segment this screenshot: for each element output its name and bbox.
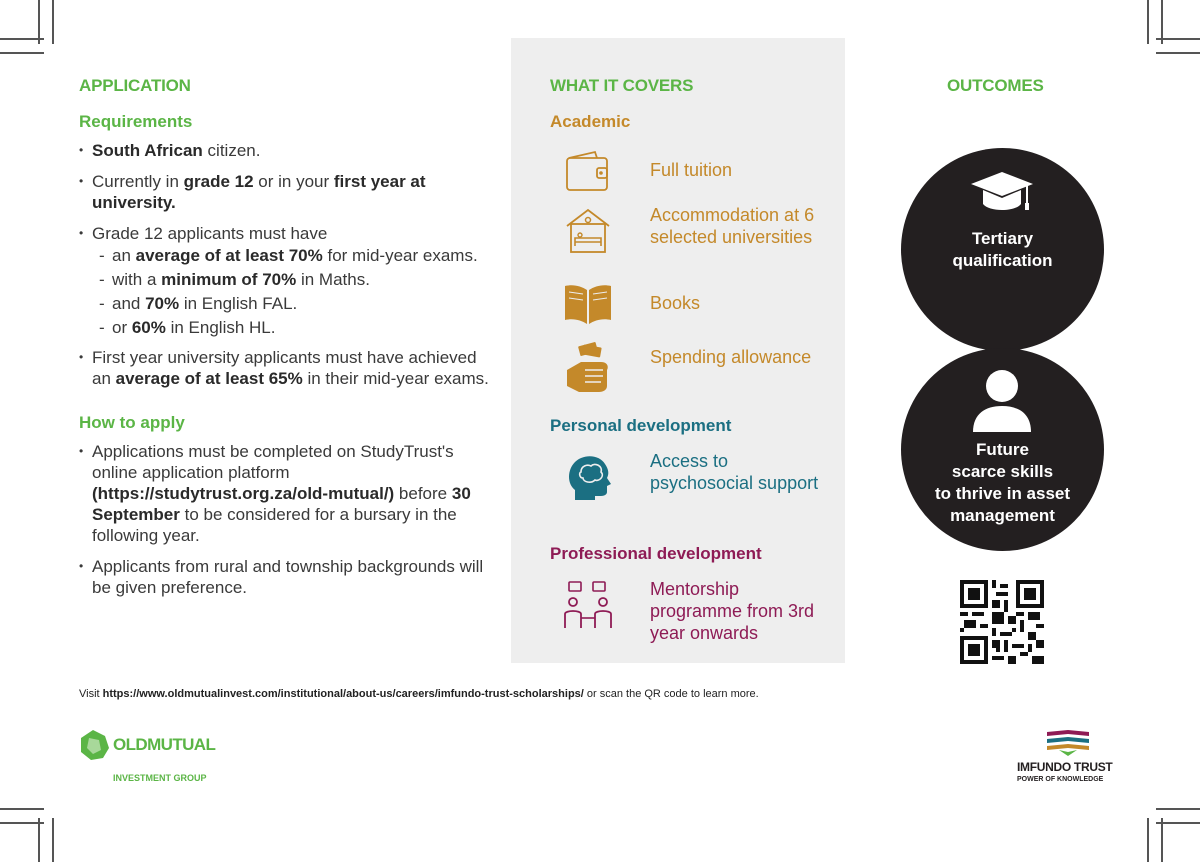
crop-mark bbox=[0, 808, 44, 810]
covers-heading: WHAT IT COVERS bbox=[550, 76, 694, 95]
apply-online: • Applications must be completed on StudyTrust's online application platform (https://studytrust.org.za/old-mutual/) before 30 September to be considered for a bursary in the following year. bbox=[79, 441, 489, 546]
imfundo-trust-tagline: POWER OF KNOWLEDGE bbox=[1017, 776, 1104, 783]
grade12-english-fal: - and 70% in English FAL. bbox=[92, 294, 489, 313]
qr-code[interactable] bbox=[960, 580, 1044, 664]
personal-development-heading: Personal development bbox=[550, 416, 732, 435]
cover-label: Accommodation at 6 selected universities bbox=[650, 205, 815, 247]
crop-mark bbox=[1156, 38, 1200, 40]
old-mutual-name: OLDMUTUAL bbox=[113, 735, 216, 754]
requirement-first-year: • First year university applicants must have achieved an average of at least 65% in their mid-year exams. bbox=[79, 347, 489, 389]
application-heading: APPLICATION bbox=[79, 76, 191, 95]
cover-item-tuition bbox=[561, 146, 831, 206]
book-icon bbox=[561, 278, 615, 332]
outcomes-heading: OUTCOMES bbox=[947, 76, 1044, 95]
cover-item-accommodation bbox=[561, 204, 831, 264]
cover-item-books bbox=[561, 278, 831, 338]
requirements-heading: Requirements bbox=[79, 112, 193, 131]
professional-development-heading: Professional development bbox=[550, 544, 762, 563]
crop-mark bbox=[1161, 818, 1163, 862]
application-section bbox=[79, 76, 489, 608]
apply-preference: • Applicants from rural and township backgrounds will be given preference. bbox=[79, 556, 489, 598]
how-to-apply-list bbox=[79, 441, 489, 598]
crop-mark bbox=[0, 822, 44, 824]
crop-mark bbox=[1147, 0, 1149, 44]
how-to-apply-heading: How to apply bbox=[79, 413, 185, 432]
imfundo-trust-name: IMFUNDO TRUST bbox=[1017, 760, 1113, 774]
what-it-covers-panel bbox=[511, 38, 845, 663]
cover-item-allowance bbox=[561, 342, 831, 402]
visit-note bbox=[79, 688, 759, 700]
crop-mark bbox=[1156, 52, 1200, 54]
head-brain-icon bbox=[561, 450, 615, 504]
mentorship-icon bbox=[561, 578, 615, 632]
wallet-icon bbox=[561, 146, 615, 200]
outcome-line: Tertiary bbox=[971, 229, 1034, 248]
crop-mark bbox=[0, 52, 44, 54]
person-icon bbox=[971, 368, 1033, 434]
outcome-line: qualification bbox=[952, 251, 1053, 270]
crop-mark bbox=[1156, 822, 1200, 824]
academic-heading: Academic bbox=[550, 112, 631, 131]
visit-prefix: Visit bbox=[79, 688, 103, 700]
crop-mark bbox=[52, 818, 54, 862]
cover-label: Mentorship programme from 3rd year onwards bbox=[650, 579, 815, 643]
grade12-english-hl: - or 60% in English HL. bbox=[92, 318, 489, 337]
requirement-grade12: • Grade 12 applicants must have - an average of at least 70% for mid-year exams. - with a minimum of 70% in Maths. - and 70% in English FAL. - or 60% in English HL. bbox=[79, 223, 489, 337]
cover-item-psychosocial bbox=[561, 450, 831, 510]
old-mutual-group: INVESTMENT GROUP bbox=[113, 773, 207, 783]
outcome-line: Future bbox=[976, 440, 1029, 459]
grade12-maths: - with a minimum of 70% in Maths. bbox=[92, 270, 489, 289]
cover-label: Spending allowance bbox=[650, 347, 812, 367]
outcome-line: to thrive in asset bbox=[934, 484, 1071, 503]
requirement-citizenship: • South African citizen. bbox=[79, 140, 489, 161]
cover-label: Full tuition bbox=[650, 160, 733, 180]
outcome-line: management bbox=[950, 506, 1055, 525]
crop-mark bbox=[0, 38, 44, 40]
visit-link[interactable]: https://www.oldmutualinvest.com/institutional/about-us/careers/imfundo-trust-scholarships/ bbox=[102, 688, 584, 700]
crop-mark bbox=[1147, 818, 1149, 862]
requirements-list bbox=[79, 140, 489, 389]
requirement-grade: • Currently in grade 12 or in your first year at university. bbox=[79, 171, 489, 213]
imfundo-trust-logo bbox=[1045, 728, 1091, 758]
cover-label: Books bbox=[650, 293, 701, 313]
grade12-average: - an average of at least 70% for mid-year exams. bbox=[92, 246, 489, 265]
house-icon bbox=[561, 204, 615, 258]
outcome-tertiary-qualification bbox=[901, 148, 1104, 351]
crop-mark bbox=[1156, 808, 1200, 810]
crop-mark bbox=[52, 0, 54, 44]
outcome-future-skills bbox=[901, 348, 1104, 551]
grade12-sublist bbox=[92, 246, 489, 337]
cover-item-mentorship bbox=[561, 578, 831, 643]
outcome-line: scarce skills bbox=[951, 462, 1054, 481]
graduation-cap-icon bbox=[969, 170, 1035, 214]
crop-mark bbox=[38, 818, 40, 862]
money-hand-icon bbox=[561, 342, 615, 396]
visit-suffix: or scan the QR code to learn more. bbox=[583, 688, 759, 700]
cover-label: Access to psychosocial support bbox=[650, 451, 819, 493]
